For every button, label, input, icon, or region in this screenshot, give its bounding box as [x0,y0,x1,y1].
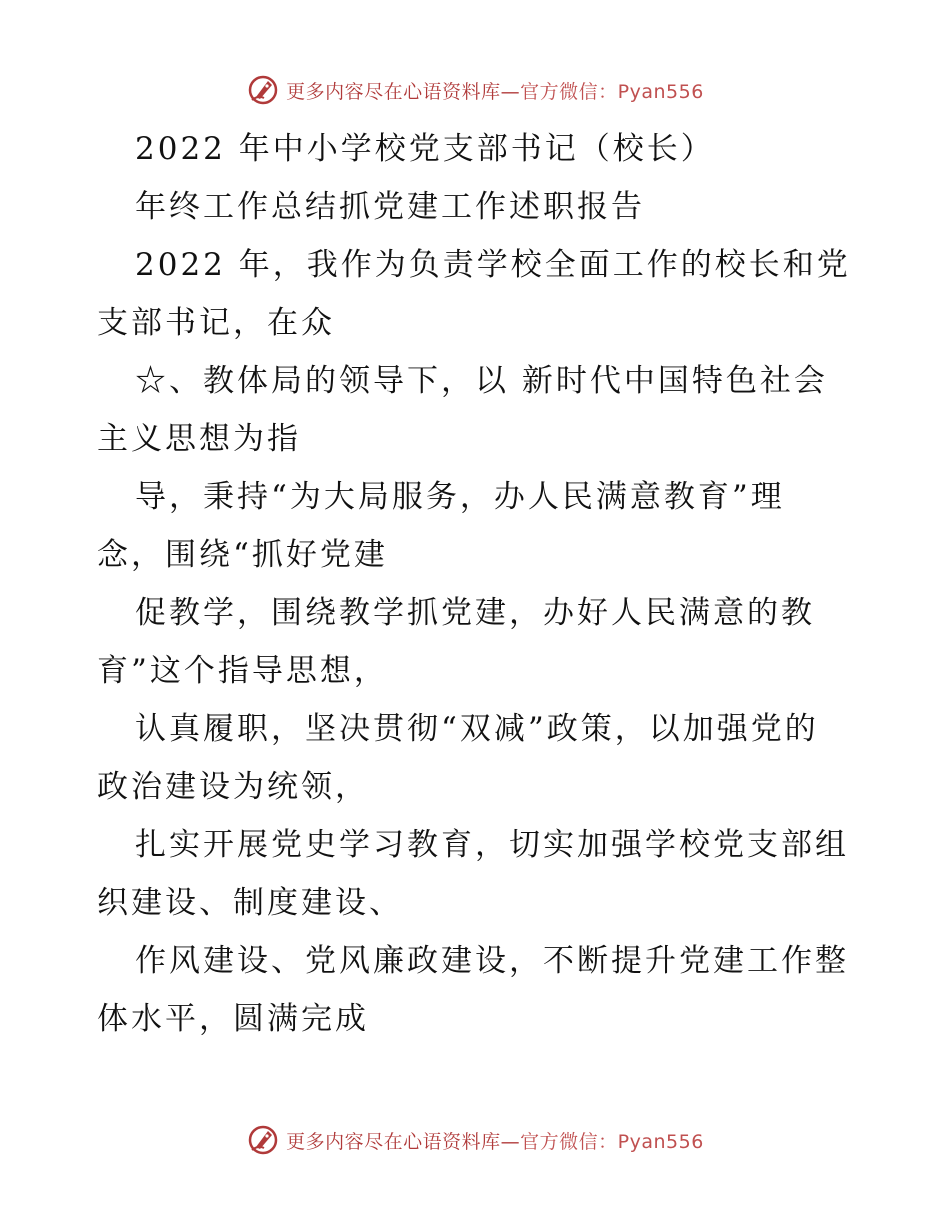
paragraph-line: 认真履职，坚决贯彻“双减”政策，以加强党的 [135,711,819,747]
header-watermark [0,70,950,110]
title-line-2: 年终工作总结抓党建工作述职报告 [135,189,645,225]
paragraph-line: 2022 年，我作为负责学校全面工作的校长和党 [135,247,851,283]
watermark-text: 更多内容尽在心语资料库—官方微信：Pyan556 [286,80,704,103]
paragraph-line: 念，围绕“抓好党建 [97,537,388,573]
paragraph-line: 扎实开展党史学习教育，切实加强学校党支部组 [135,827,849,863]
paragraph-line: 育”这个指导思想， [97,653,388,689]
footer-watermark [0,1120,950,1160]
pen-nib-logo-icon [246,73,280,107]
paragraph-line: 政治建设为统领， [97,769,369,805]
paragraph-line: 促教学，围绕教学抓党建，办好人民满意的教 [135,595,815,631]
document-body [97,120,857,1048]
watermark-text: 更多内容尽在心语资料库—官方微信：Pyan556 [286,1130,704,1153]
paragraph-line: ☆、教体局的领导下，以 新时代中国特色社会 [135,363,828,399]
paragraph-line: 作风建设、党风廉政建设，不断提升党建工作整 [135,943,849,979]
paragraph-line: 导，秉持“为大局服务，办人民满意教育”理 [135,479,785,515]
pen-nib-logo-icon [246,1123,280,1157]
paragraph-line: 织建设、制度建设、 [97,885,403,921]
paragraph-line: 主义思想为指 [97,421,301,457]
paragraph-line: 支部书记，在众 [97,305,335,341]
title-line-1: 2022 年中小学校党支部书记（校长） [135,131,715,167]
paragraph-line: 体水平，圆满完成 [97,1001,369,1037]
